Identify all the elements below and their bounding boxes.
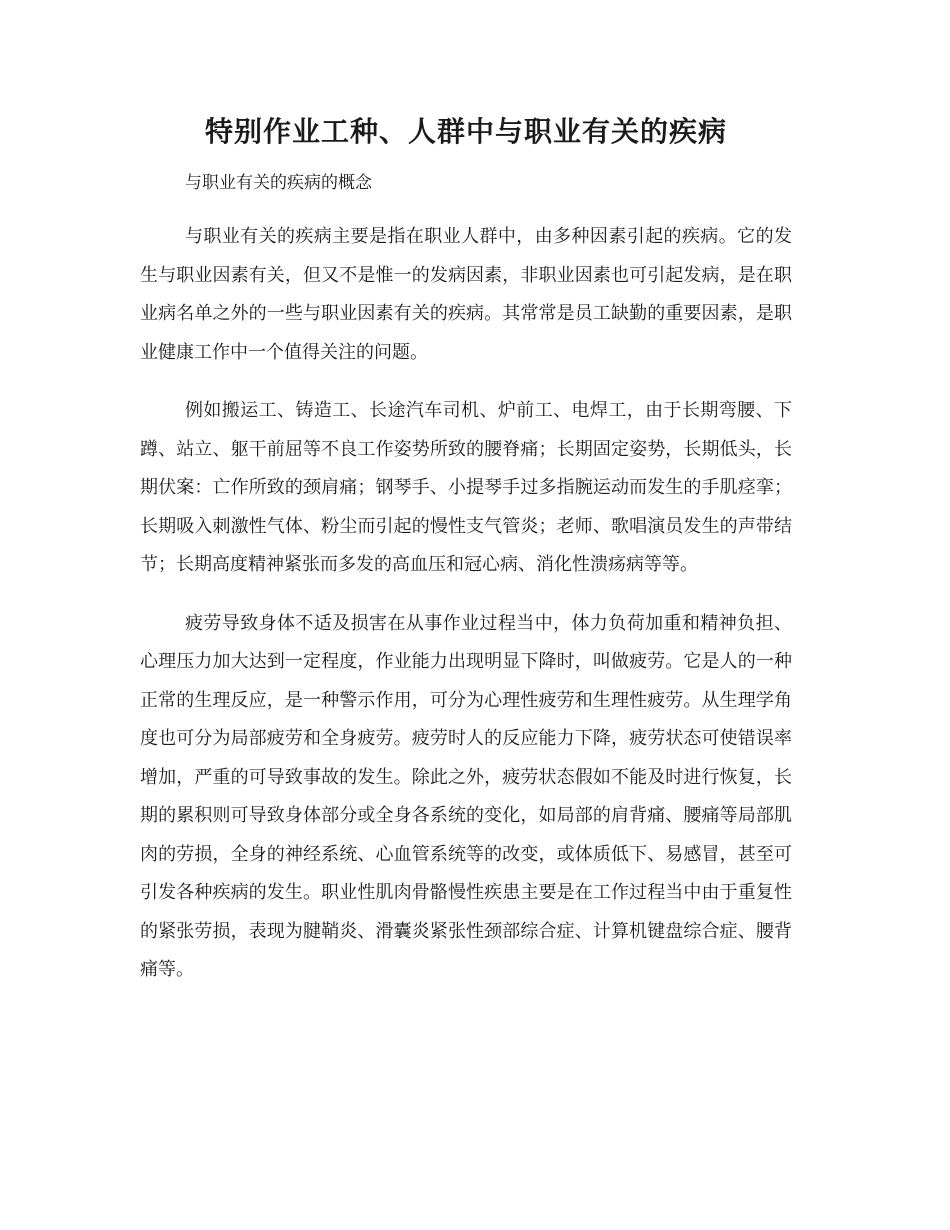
document-page: [140, 112, 792, 1010]
paragraph-definition: 与职业有关的疾病主要是指在职业人群中，由多种因素引起的疾病。它的发生与职业因素有关，但又不是惟一的发病因素，非职业因素也可引起发病，是在职业病名单之外的一些与职业因素有关的疾病。其常常是员工缺勤的重要因素，是职业健康工作中一个值得关注的问题。: [140, 226, 792, 363]
document-title: 特别作业工种、人群中与职业有关的疾病: [204, 115, 727, 148]
paragraph-fatigue: 疲劳导致身体不适及损害在从事作业过程当中，体力负荷加重和精神负担、心理压力加大达到一定程度，作业能力出现明显下降时，叫做疲劳。它是人的一种正常的生理反应，是一种警示作用，可分为心理性疲劳和生理性疲劳。从生理学角度也可分为局部疲劳和全身疲劳。疲劳时人的反应能力下降，疲劳状态可使错误率增加，严重的可导致事故的发生。除此之外，疲劳状态假如不能及时进行恢复，长期的累积则可导致身体部分或全身各系统的变化，如局部的肩背痛、腰痛等局部肌肉的劳损，全身的神经系统、心血管系统等的改变，或体质低下、易感冒，甚至可引发各种疾病的发生。职业性肌肉骨骼慢性疾患主要是在工作过程当中由于重复性的紧张劳损，表现为腱鞘炎、滑囊炎紧张性颈部综合症、计算机键盘综合症、腰背痛等。: [140, 612, 792, 980]
section-heading: 与职业有关的疾病的概念: [185, 173, 372, 193]
paragraph-examples: 例如搬运工、铸造工、长途汽车司机、炉前工、电焊工，由于长期弯腰、下蹲、站立、躯干前屈等不良工作姿势所致的腰脊痛；长期固定姿势，长期低头，长期伏案：亡作所致的颈肩痛；钢琴手、小提琴手过多指腕运动而发生的手肌痉挛；长期吸入刺激性气体、粉尘而引起的慢性支气管炎；老师、歌唱演员发生的声带结节；长期高度精神紧张而多发的高血压和冠心病、消化性溃疡病等等。: [140, 400, 792, 575]
